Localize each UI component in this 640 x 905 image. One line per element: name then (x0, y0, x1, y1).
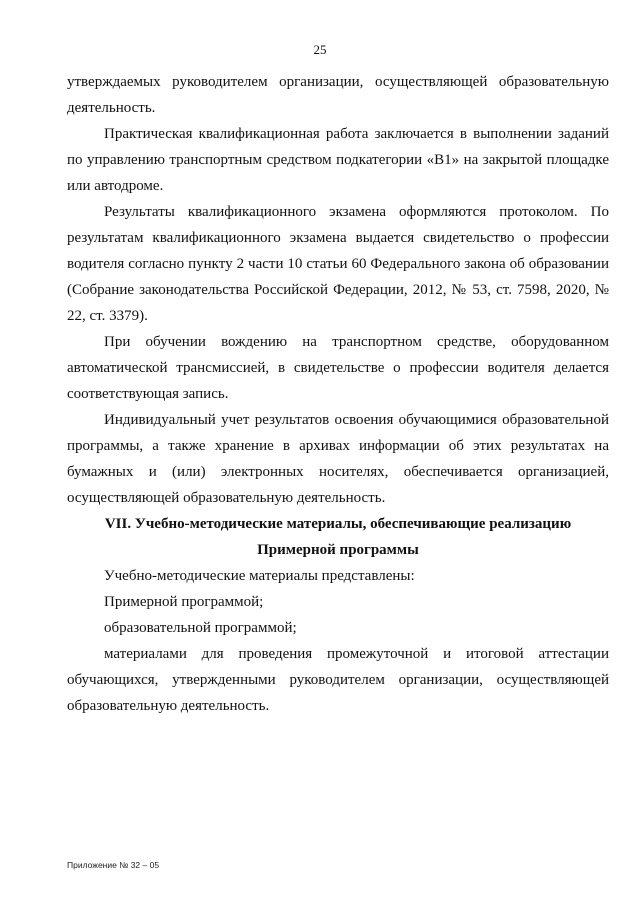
document-body (67, 69, 609, 719)
page-footer: Приложение № 32 – 05 (67, 860, 160, 870)
page-number: 25 (313, 42, 327, 57)
paragraph-automatic-transmission: При обучении вождению на транспортном средстве, оборудованном автоматической трансмиссией, в свидетельстве о профессии водителя делается соответствующая запись. (67, 334, 609, 402)
paragraph-continuation: утверждаемых руководителем организации, осуществляющей образовательную деятельность. (67, 74, 609, 116)
list-item-example-program: Примерной программой; (104, 594, 264, 610)
paragraph-individual-record: Индивидуальный учет результатов освоения обучающимися образовательной программы, а также хранение в архивах информации об этих результатах на бумажных и (или) электронных носителях, обеспечивается организацией, осуществляющей образовательную деятельность. (67, 412, 609, 506)
list-item-assessment-materials: материалами для проведения промежуточной и итоговой аттестации обучающихся, утвержденными руководителем организации, осуществляющей образовательную деятельность. (67, 646, 609, 714)
section-heading-line2: Примерной программы (257, 542, 419, 558)
paragraph-exam-results: Результаты квалификационного экзамена оформляются протоколом. По результатам квалификационного экзамена выдается свидетельство о профессии водителя согласно пункту 2 части 10 статьи 60 Федерального закона об образовании (Собрание законодательства Российской Федерации, 2012, № 53, ст. 7598, 2020, № 22, ст. 3379). (67, 204, 609, 324)
list-item-educational-program: образовательной программой; (104, 620, 297, 636)
paragraph-practical-work: Практическая квалификационная работа заключается в выполнении заданий по управлению транспортным средством подкатегории «B1» на закрытой площадке или автодроме. (67, 126, 609, 194)
section-heading-line1: VII. Учебно-методические материалы, обеспечивающие реализацию (104, 516, 572, 532)
section-intro: Учебно-методические материалы представлены: (104, 568, 415, 584)
